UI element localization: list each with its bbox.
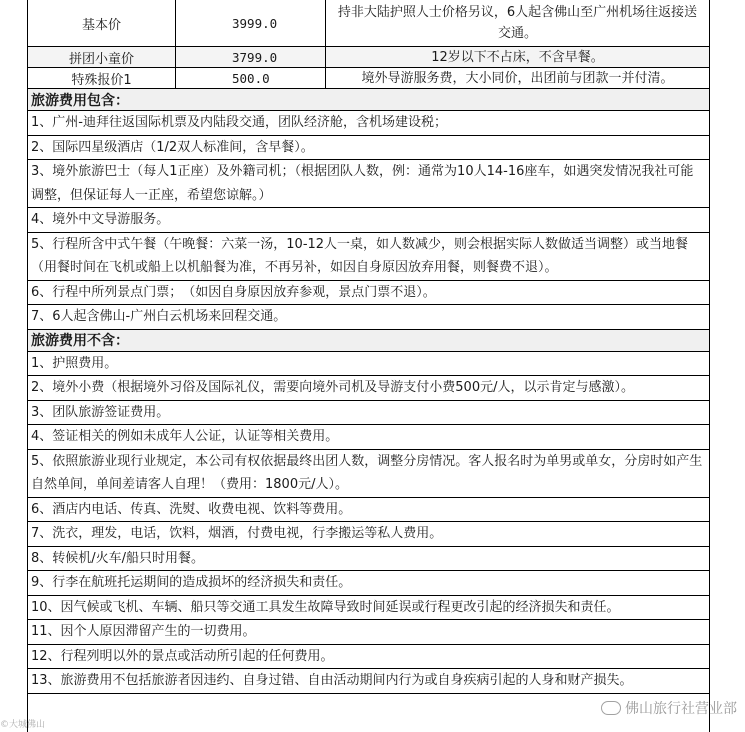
price-note: 12岁以下不占床，不含早餐。	[431, 49, 604, 65]
excluded-item: 5、依照旅游业现行业规定，本公司有权依据最终出团人数，调整分房情况。客人报名时为单男或单女，分房时如产生自然单间，单间差请客人自理！（费用：1800元/人）。	[28, 450, 709, 498]
wechat-icon	[601, 701, 621, 715]
excluded-item: 12、行程列明以外的景点或活动所引起的任何费用。	[28, 645, 709, 670]
excluded-item: 9、行李在航班托运期间的造成损坏的经济损失和责任。	[28, 571, 709, 596]
price-amount: 3799.0	[176, 47, 326, 67]
included-item: 6、行程中所列景点门票； （如因自身原因放弃参观，景点门票不退）。	[28, 281, 709, 306]
excluded-item: 8、转候机/火车/船只时用餐。	[28, 547, 709, 572]
excluded-item: 4、签证相关的例如未成年人公证，认证等相关费用。	[28, 425, 709, 450]
corner-watermark: ©大城佛山	[0, 720, 46, 730]
excluded-item: 7、洗衣，理发，电话，饮料，烟酒，付费电视，行李搬运等私人费用。	[28, 522, 709, 547]
watermark-text: 佛山旅行社营业部	[625, 701, 737, 717]
itinerary-sheet	[27, 0, 710, 732]
price-amount: 3999.0	[176, 0, 326, 46]
price-label: 拼团小童价	[28, 47, 176, 67]
price-row-basic	[28, 0, 709, 47]
excluded-item: 3、团队旅游签证费用。	[28, 401, 709, 426]
included-item: 1、广州-迪拜往返国际机票及内陆段交通，团队经济舱，含机场建设税；	[28, 111, 709, 136]
included-item: 4、境外中文导游服务。	[28, 208, 709, 233]
watermark	[601, 698, 737, 718]
excluded-item: 11、因个人原因滞留产生的一切费用。	[28, 620, 709, 645]
price-label: 基本价	[28, 0, 176, 46]
excluded-item: 2、境外小费（根据境外习俗及国际礼仪，需要向境外司机及导游支付小费500元/人，以示肯定与感激）。	[28, 376, 709, 401]
price-row-special	[28, 68, 709, 89]
included-item: 5、行程所含中式午餐（午晚餐：六菜一汤，10-12人一桌，如人数减少，则会根据实际人数做适当调整）或当地餐（用餐时间在飞机或船上以机船餐为准，不再另补，如因自身原因放弃用餐，则餐费不退）。	[28, 233, 709, 281]
excluded-item: 1、护照费用。	[28, 352, 709, 377]
included-item: 3、境外旅游巴士（每人1正座）及外籍司机；（根据团队人数，例：通常为10人14-16座车，如遇突发情况我社可能调整，但保证每人一正座，希望您谅解。）	[28, 160, 709, 208]
included-item: 7、6人起含佛山-广州白云机场来回程交通。	[28, 305, 709, 330]
price-note: 境外导游服务费，大小同价，出团前与团款一并付清。	[361, 70, 674, 86]
price-note: 持非大陆护照人士价格另议，6人起含佛山至广州机场往返接送交通。	[337, 5, 698, 41]
price-label: 特殊报价1	[28, 68, 176, 88]
price-amount: 500.0	[176, 68, 326, 88]
excluded-item: 10、因气候或飞机、车辆、船只等交通工具发生故障导致时间延误或行程更改引起的经济损失和责任。	[28, 596, 709, 621]
included-heading: 旅游费用包含：	[28, 89, 709, 111]
price-row-child	[28, 47, 709, 68]
excluded-item: 6、酒店内电话、传真、洗熨、收费电视、饮料等费用。	[28, 498, 709, 523]
included-item: 2、国际四星级酒店（1/2双人标准间，含早餐）。	[28, 136, 709, 161]
excluded-item: 13、旅游费用不包括旅游者因违约、自身过错、自由活动期间内行为或自身疾病引起的人身和财产损失。	[28, 669, 709, 694]
excluded-heading: 旅游费用不含：	[28, 330, 709, 352]
